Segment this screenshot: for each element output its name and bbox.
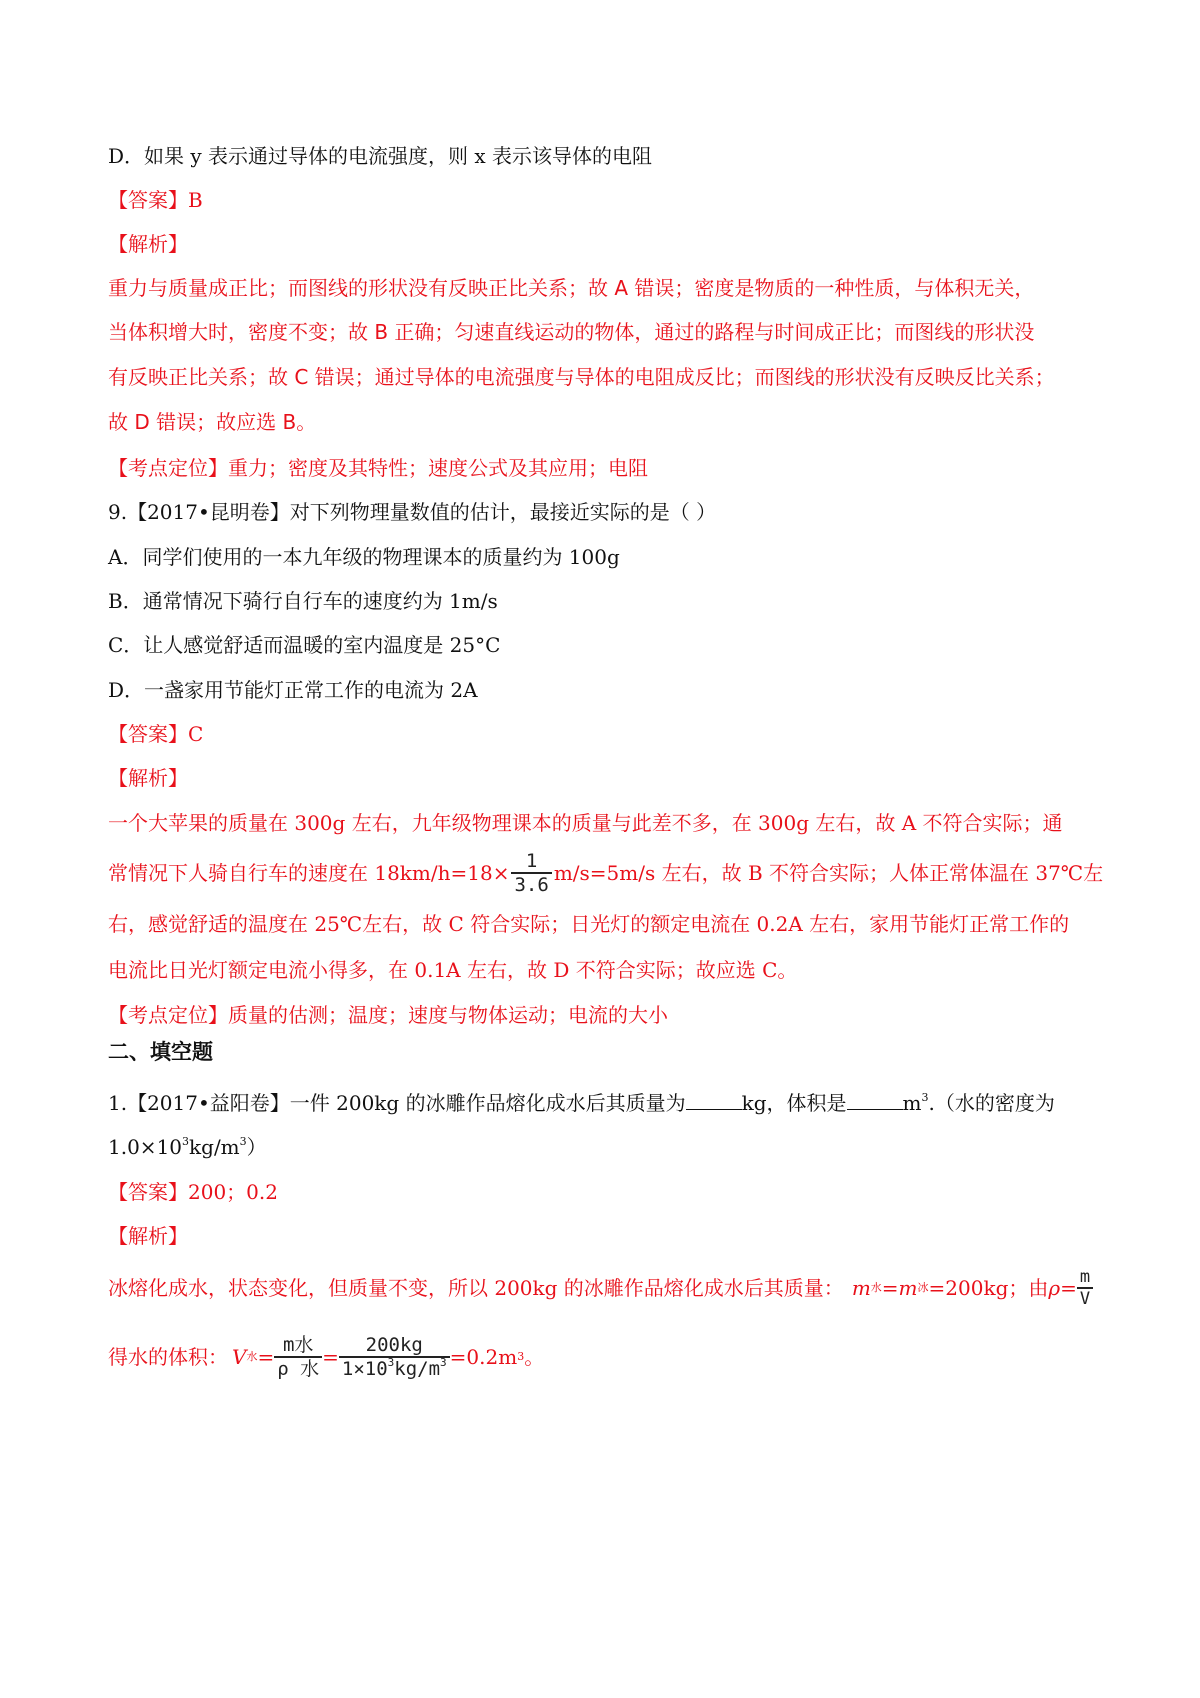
- f1-analysis-text: =200kg；由: [928, 1276, 1049, 1300]
- superscript: 3: [440, 1356, 447, 1369]
- math-m: m: [851, 1276, 871, 1300]
- q9-stem: 9.【2017•昆明卷】对下列物理量数值的估计，最接近实际的是（ ）: [108, 500, 717, 524]
- superscript: 3: [921, 1091, 929, 1104]
- q8-option-d: D．如果 y 表示通过导体的电流强度，则 x 表示该导体的电阻: [108, 144, 653, 168]
- superscript: 3: [239, 1135, 247, 1148]
- fraction-numerator: m: [1079, 1267, 1091, 1287]
- q9-option-c: C．让人感觉舒适而温暖的室内温度是 25°C: [108, 633, 501, 657]
- q9-analysis-line: 右，感觉舒适的温度在 25℃左右，故 C 符合实际；日光灯的额定电流在 0.2A 左右，家用节能灯正常工作的: [108, 912, 1070, 936]
- q9-analysis-text: 常情况下人骑自行车的速度在 18km/h=18×: [108, 861, 510, 885]
- f1-stem-text: m: [902, 1091, 922, 1115]
- fraction-numerator: 1: [525, 850, 538, 872]
- f1-stem-text: kg/m: [189, 1135, 240, 1159]
- f1-analysis-text: 。: [524, 1345, 545, 1369]
- q9-analysis-line: 一个大苹果的质量在 300g 左右，九年级物理课本的质量与此差不多，在 300g 左右，故 A 不符合实际；通: [108, 811, 1063, 835]
- fraction-volume-calc: [339, 1334, 450, 1380]
- math-eq: =: [322, 1345, 339, 1369]
- f1-analysis-text: 冰熔化成水，状态变化，但质量不变，所以 200kg 的冰雕作品熔化成水后其质量：: [108, 1276, 844, 1300]
- q8-analysis-line: 有反映正比关系；故 C 错误；通过导体的电流强度与导体的电阻成反比；而图线的形状没有反映反比关系；: [108, 365, 1055, 389]
- f1-answer: 【答案】200；0.2: [108, 1180, 278, 1204]
- denominator-text: kg/m: [394, 1358, 441, 1380]
- denominator-text: 1×10: [341, 1358, 388, 1380]
- f1-stem-text: .（水的密度为: [928, 1091, 1055, 1115]
- q9-analysis-line: 电流比日光灯额定电流小得多，在 0.1A 左右，故 D 不符合实际；故应选 C。: [108, 958, 798, 982]
- section-title: 二、填空题: [108, 1040, 213, 1064]
- f1-result: =0.2m: [449, 1345, 518, 1369]
- fraction-denominator: ρ 水: [274, 1356, 322, 1380]
- q8-kaodian: 【考点定位】重力；密度及其特性；速度公式及其应用；电阻: [108, 456, 648, 480]
- q8-analysis-label: 【解析】: [108, 232, 188, 256]
- f1-stem-line1: [108, 1091, 1055, 1115]
- q8-analysis-line: 当体积增大时，密度不变；故 B 正确；匀速直线运动的物体，通过的路程与时间成正比；而图线的形状没: [108, 320, 1035, 344]
- q9-analysis-text: m/s=5m/s 左右，故 B 不符合实际；人体正常体温在 37℃左: [553, 861, 1104, 885]
- q9-analysis-label: 【解析】: [108, 766, 188, 790]
- fraction-mass-over-density: [274, 1334, 322, 1380]
- q8-analysis-line: 故 D 错误；故应选 B。: [108, 410, 317, 434]
- fraction-1-over-3.6: [511, 850, 551, 896]
- f1-stem-text: 1.0×10: [108, 1135, 183, 1159]
- q9-option-a: A．同学们使用的一本九年级的物理课本的质量约为 100g: [108, 545, 620, 569]
- fraction-m-over-v: [1077, 1267, 1093, 1309]
- f1-analysis-line1: 冰熔化成水，状态变化，但质量不变，所以 200kg 的冰雕作品熔化成水后其质量： m 水 =m 冰 =200kg；由 ρ= $\frac{m}{V}$: [108, 1262, 1093, 1314]
- math-eq: =m: [881, 1276, 918, 1300]
- fraction-numerator: m水: [282, 1334, 314, 1356]
- math-rho: ρ=: [1048, 1276, 1077, 1300]
- math-eq: =: [257, 1345, 275, 1369]
- q9-option-d: D．一盏家用节能灯正常工作的电流为 2A: [108, 678, 478, 702]
- f1-analysis-label: 【解析】: [108, 1224, 188, 1248]
- q9-analysis-line-with-fraction: [108, 846, 1103, 900]
- q8-answer: 【答案】B: [108, 188, 203, 212]
- superscript: 3: [387, 1356, 395, 1369]
- f1-stem-text: ）: [246, 1135, 267, 1159]
- f1-stem-text: kg，体积是: [741, 1091, 847, 1115]
- q9-option-b: B．通常情况下骑行自行车的速度约为 1m/s: [108, 589, 498, 613]
- f1-analysis-text: 得水的体积：: [108, 1345, 228, 1369]
- f1-analysis-line2: 得水的体积： V 水 = $\frac{\text{m水}}{\text{ρ 水}}$ = $\frac{200kg}{1\times 10^3kg/m^3}$ =0.2m 3 。: [108, 1334, 545, 1380]
- q8-analysis-line: 重力与质量成正比；而图线的形状没有反映正比关系；故 A 错误；密度是物质的一种性质，与体积无关，: [108, 276, 1035, 300]
- fraction-denominator: V: [1077, 1287, 1093, 1309]
- answer-blank: [847, 1091, 903, 1110]
- f1-stem-text: 1.【2017•益阳卷】一件 200kg 的冰雕作品熔化成水后其质量为: [108, 1091, 686, 1115]
- superscript: 3: [182, 1135, 190, 1148]
- math-v: V: [232, 1345, 247, 1369]
- answer-blank: [686, 1091, 742, 1110]
- f1-stem-line2: [108, 1135, 267, 1159]
- fraction-denominator: 3.6: [511, 872, 551, 896]
- q9-answer: 【答案】C: [108, 722, 204, 746]
- fraction-denominator: [339, 1356, 450, 1380]
- q9-kaodian: 【考点定位】质量的估测；温度；速度与物体运动；电流的大小: [108, 1003, 668, 1027]
- fraction-numerator: 200kg: [365, 1334, 423, 1356]
